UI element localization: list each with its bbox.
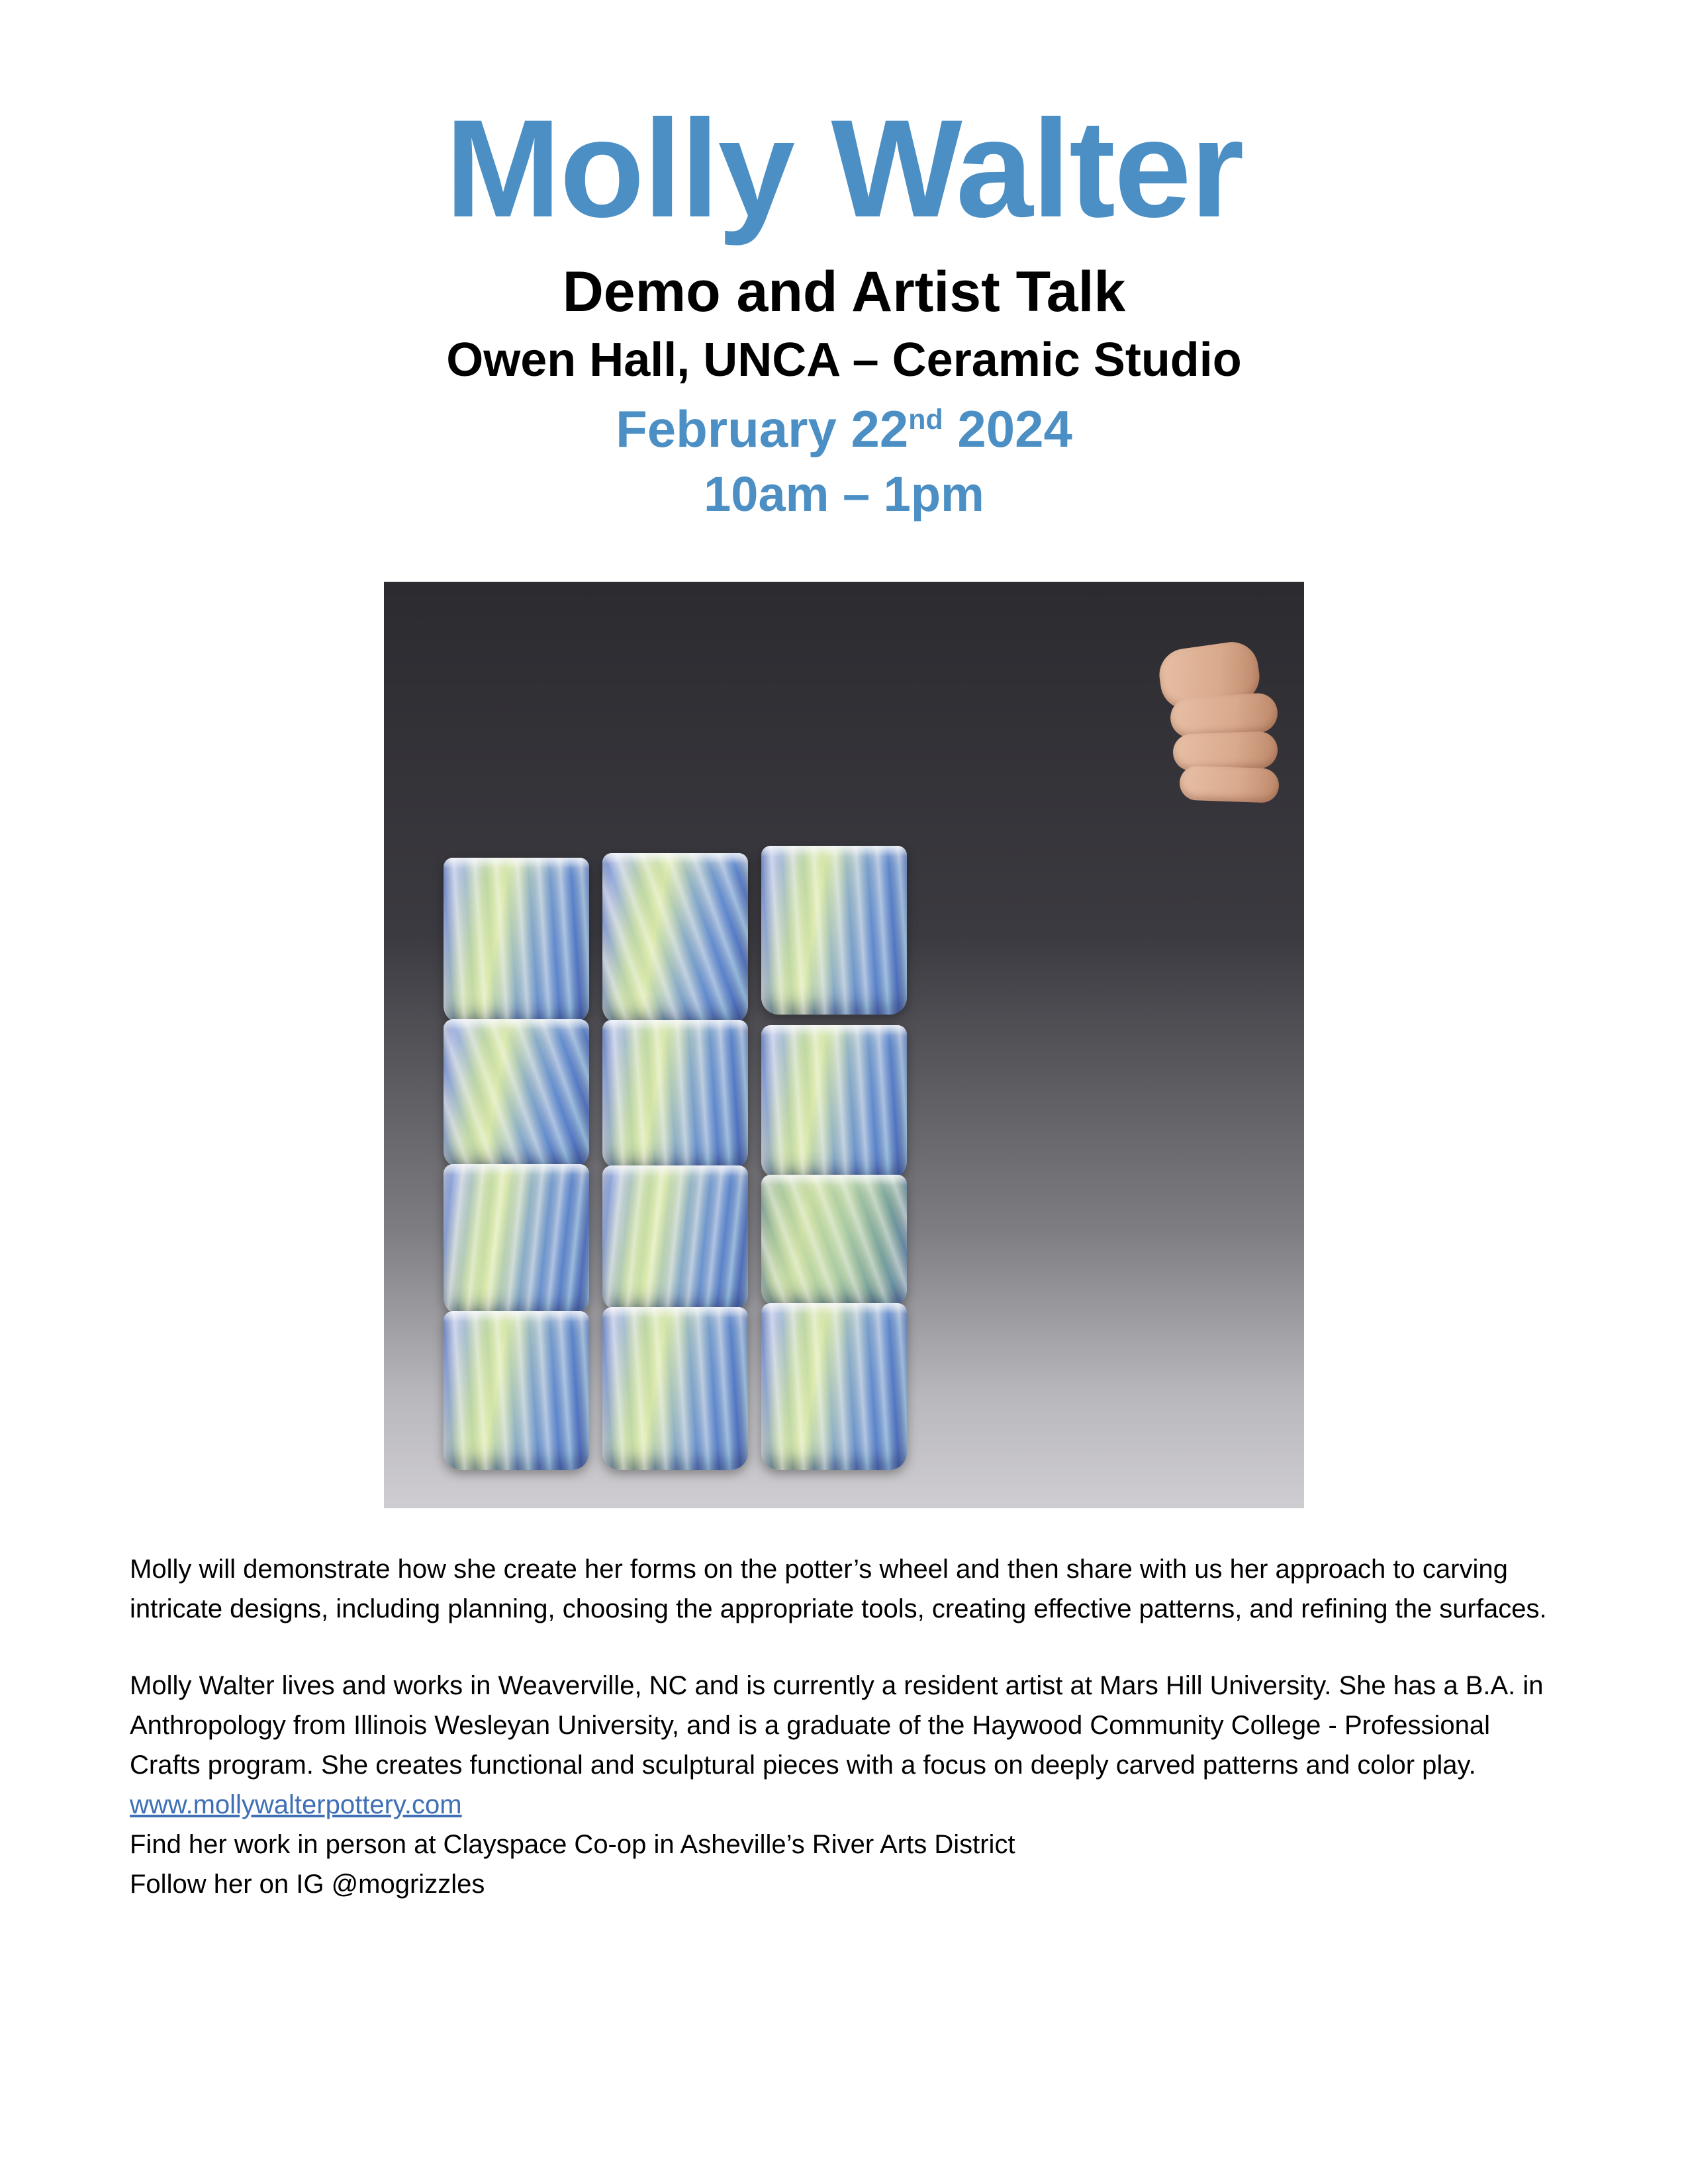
cup-rim — [444, 1164, 589, 1175]
cup-stack-left — [444, 862, 589, 1470]
flyer-header — [0, 0, 1688, 521]
ceramic-cup — [444, 1019, 589, 1168]
ceramic-cup-held — [761, 846, 907, 1015]
website-link-line — [130, 1785, 1553, 1825]
cup-rim — [602, 853, 748, 864]
ceramic-cup — [602, 1307, 748, 1470]
cup-rim — [602, 1020, 748, 1030]
cup-rim — [602, 1307, 748, 1318]
event-date — [0, 401, 1688, 458]
cup-stack-middle — [602, 857, 748, 1470]
paragraph-spacer — [130, 1629, 1553, 1666]
hand-holding-cup — [1153, 640, 1286, 839]
cup-rim — [761, 1303, 907, 1314]
artwork-photo — [384, 582, 1304, 1508]
ceramic-cup — [602, 853, 748, 1024]
cup-rim — [761, 846, 907, 856]
cup-rim — [444, 1019, 589, 1030]
ceramic-cup — [444, 1311, 589, 1470]
venue-heading: Owen Hall, UNCA – Ceramic Studio — [446, 333, 1242, 387]
instagram-line: Follow her on IG @mogrizzles — [130, 1869, 485, 1899]
event-date-prefix: February 22 — [616, 399, 909, 458]
paragraph-demo-description: Molly will demonstrate how she create her forms on the potter’s wheel and then share with us her approach to carving intricate designs, including planning, choosing the appropriate tools, creating effective patterns, and refining the surfaces. — [130, 1554, 1547, 1623]
ceramic-cup — [761, 1303, 907, 1470]
ceramic-cup — [444, 858, 589, 1023]
page-title: Molly Walter — [445, 91, 1243, 246]
artwork-photo-container — [384, 582, 1304, 1508]
ceramic-cup — [761, 1175, 907, 1307]
finger — [1172, 731, 1278, 771]
cup-stack-right — [761, 850, 907, 1470]
paragraph-artist-bio: Molly Walter lives and works in Weaverville, NC and is currently a resident artist at Mars Hill University. She has a B.A. in Anthropology from Illinois Wesleyan University, and is a graduate of the Haywood Community College - Professional Crafts program. She creates functional and sculptural pieces with a focus on deeply carved patterns and color play. — [130, 1670, 1544, 1780]
flyer-body-text — [130, 1549, 1553, 1904]
ceramic-cup — [761, 1025, 907, 1179]
event-date-ordinal: nd — [908, 403, 943, 435]
finger — [1179, 765, 1280, 803]
event-date-year: 2024 — [943, 399, 1072, 458]
ceramic-cup — [444, 1164, 589, 1315]
cup-rim — [761, 1025, 907, 1036]
in-person-line: Find her work in person at Clayspace Co-op in Asheville’s River Arts District — [130, 1829, 1015, 1859]
cup-rim — [444, 1311, 589, 1322]
cup-rim — [602, 1165, 748, 1176]
ceramic-cup — [602, 1020, 748, 1169]
cup-rim — [444, 858, 589, 868]
ceramic-cup — [602, 1165, 748, 1311]
event-type-heading: Demo and Artist Talk — [562, 260, 1126, 324]
website-link[interactable]: www.mollywalterpottery.com — [130, 1790, 462, 1819]
event-time: 10am – 1pm — [704, 466, 984, 522]
cup-rim — [761, 1175, 907, 1185]
